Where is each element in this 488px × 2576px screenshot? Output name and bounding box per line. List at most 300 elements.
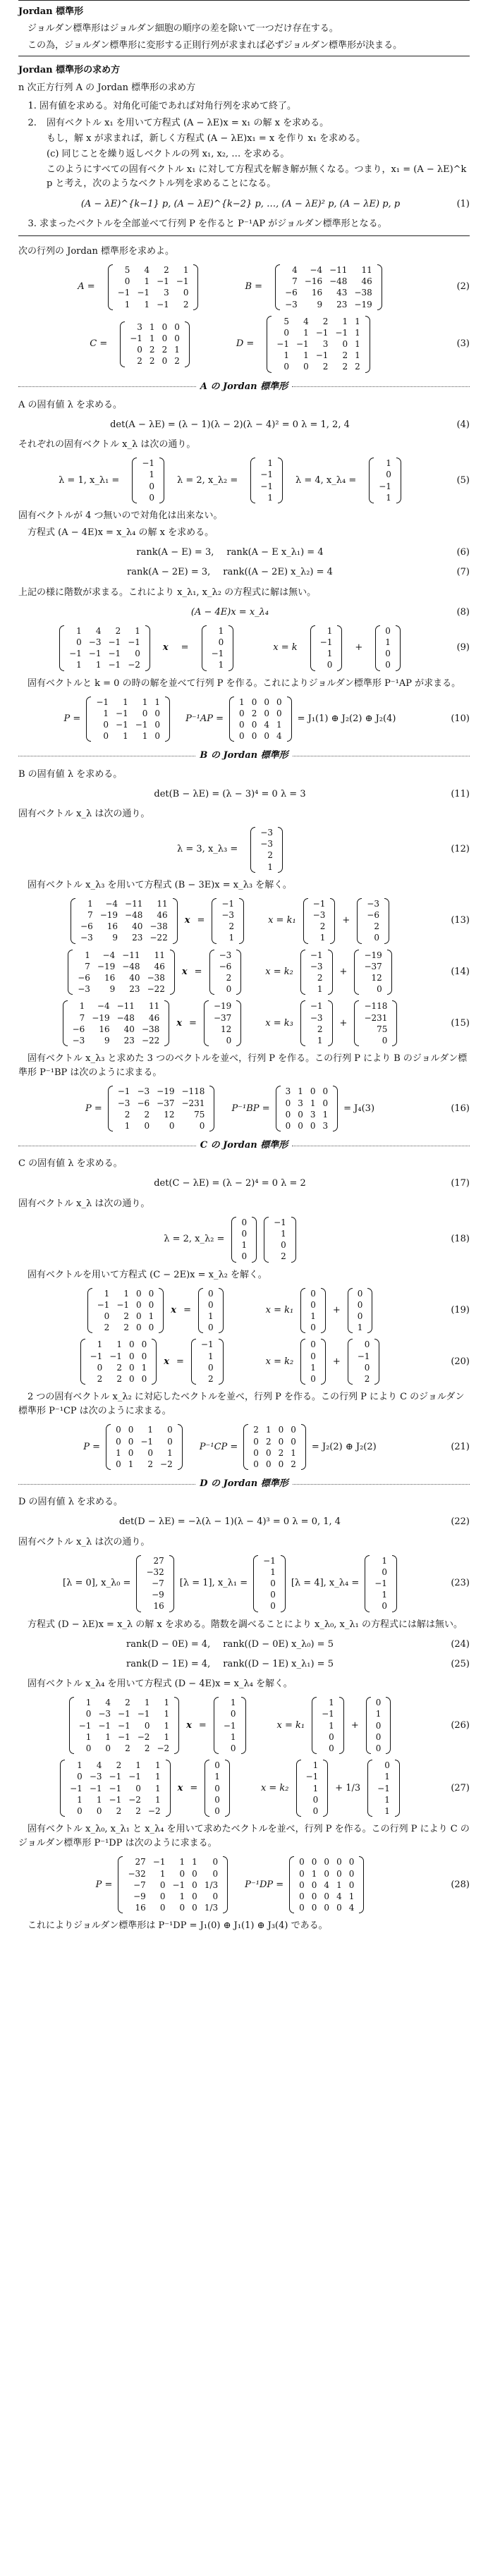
- matrix-cell: 0: [382, 1601, 387, 1612]
- matrix-cell: 0: [136, 1288, 142, 1299]
- matrix-cell: 4: [96, 1760, 102, 1771]
- matrix-cell: 0: [278, 1436, 284, 1447]
- vec-x1: [132, 458, 164, 503]
- matrix-cell: −3: [219, 950, 232, 960]
- matrix-cell: 2: [116, 1362, 122, 1373]
- matrix-cell: 1: [104, 1288, 110, 1299]
- eq-num-11: (11): [451, 788, 470, 799]
- matrix-cell: 0: [77, 1772, 83, 1782]
- matrix-cell: 1: [214, 1772, 220, 1782]
- secD-det: det(D − λE) = −λ(λ − 1)(λ − 4)³ = 0 λ = 0, 1, 4: [118, 1516, 341, 1528]
- secA-heading: A の Jordan 標準形: [18, 380, 470, 394]
- matrix-cell: 1: [270, 1566, 276, 1577]
- sol20-k: x = k₂: [265, 1356, 294, 1367]
- matrix-cell: 2: [342, 350, 348, 361]
- matrix-cell: −3: [80, 933, 93, 943]
- rhs-13: [212, 898, 244, 944]
- matrix-cell: 1: [384, 1805, 390, 1816]
- eq-num-5: (5): [456, 474, 470, 486]
- secB-l3: λ = 3, x_λ₃ =: [177, 844, 238, 855]
- matrix-C: [120, 321, 190, 367]
- matrix-cell: −19: [97, 961, 116, 971]
- matrix-cell: 0: [77, 1805, 83, 1816]
- matrix-cell: 2: [317, 973, 323, 983]
- matrix-cell: −2: [128, 660, 140, 670]
- matrix-cell: 1: [105, 1731, 111, 1742]
- secD-p1: D の固有値 λ を求める。: [18, 1497, 123, 1508]
- matrix-cell: 9: [317, 299, 323, 309]
- matrix-cell: 0: [135, 649, 140, 659]
- matrix-cell: 1: [167, 1447, 173, 1458]
- sol13-k: x = k₁: [268, 915, 296, 926]
- rhs-26: [214, 1697, 246, 1754]
- secD-r1a: rank(D − 0E) = 4,: [126, 1638, 211, 1650]
- matrix-cell: 2: [124, 1109, 130, 1120]
- matrix-cell: 1: [386, 458, 391, 469]
- matrix-B: [275, 264, 382, 310]
- matrix-cell: −1: [357, 1351, 370, 1361]
- matrix-cell: 46: [154, 961, 165, 971]
- matrix-cell: −22: [141, 1035, 160, 1045]
- matrix-cell: 16: [135, 1903, 146, 1913]
- matrix-cell: 0: [230, 1743, 236, 1753]
- secD-p3: 方程式 (D − λE)x = x_λ の解 x を求める。階数を調べることにより x_λ₀, x_λ₁ の方程式には解は無い。: [28, 1619, 463, 1630]
- eq-9: 1 4 2 1 0 −3 −1 −1 −1 −1 −1 0 1 1 −1 −2 x = 1 0 −1 1 x = k 1 −1 1 0 + 0 1 0 0 (9): [18, 625, 470, 671]
- matrix-cell: 0: [116, 1436, 121, 1447]
- matrix-cell: −19: [92, 1012, 110, 1023]
- matrix-cell: 1: [310, 1098, 316, 1108]
- matrix-cell: −1: [90, 1351, 103, 1361]
- matrix-cell: 1: [329, 1720, 334, 1731]
- matrix-cell: 1: [142, 697, 148, 707]
- matrix-cell: 2: [317, 1024, 323, 1034]
- matrix-cell: −38: [147, 973, 165, 983]
- vec-x2: [250, 458, 283, 503]
- matrix-cell: 1/3: [204, 1903, 219, 1913]
- vec-d-1: [253, 1555, 286, 1612]
- secA-det: det(A − λE) = (λ − 1)(λ − 2)(λ − 4)² = 0 λ = 1, 2, 4: [110, 419, 350, 430]
- matrix-C-2E-20: [80, 1339, 157, 1385]
- eq-num-15: (15): [451, 1017, 470, 1029]
- matrix-cell: 27: [153, 1555, 164, 1566]
- matrix-cell: 1: [116, 1339, 122, 1350]
- matrix-A: [108, 264, 199, 310]
- matrix-cell: 2: [322, 316, 329, 326]
- matrix-cell: 1: [154, 697, 161, 707]
- matrix-cell: 3: [137, 321, 142, 332]
- eq-20: 1 1 0 0 −1 −1 0 0 0 2 0 1 2 2 0 0 x = −1 1 0 2 x = k₂ 0 0 1 0 + 0 −1 0 2 (20): [18, 1339, 470, 1385]
- matrix-cell: 0: [265, 1447, 272, 1458]
- matrix-cell: 11: [361, 264, 372, 275]
- eq-27: 1 4 2 1 1 0 −3 −1 −1 1 −1 −1 −1 0 1 1 1 −1 −2 1 0 0 2 2 −2 x = 0 1 0 0 0 x = k₂ 1 −1 1 0 0 + 1/3 0 1 −1 1 1 (27): [18, 1760, 470, 1817]
- matrix-J-A: [229, 697, 292, 742]
- matrix-cell: 0: [311, 1903, 317, 1913]
- eq-24: [18, 1638, 470, 1652]
- eq-11: [18, 787, 470, 802]
- matrix-cell: −11: [122, 950, 140, 960]
- top-rule: [18, 0, 470, 1]
- step-2: [39, 116, 470, 211]
- matrix-cell: 0: [207, 1323, 214, 1333]
- matrix-cell: −38: [354, 288, 372, 298]
- sol20-a: [300, 1339, 326, 1385]
- eq-num-21: (21): [451, 1441, 470, 1452]
- matrix-cell: 1: [310, 1362, 316, 1373]
- eq-num-14: (14): [451, 966, 470, 977]
- matrix-cell: −1: [97, 1299, 110, 1310]
- secD-l1: [λ = 1], x_λ₁ =: [179, 1578, 248, 1589]
- matrix-cell: 0: [147, 1447, 154, 1458]
- matrix-cell: 0: [137, 345, 142, 355]
- matrix-cell: −1: [116, 720, 128, 730]
- matrix-cell: 0: [154, 731, 161, 742]
- matrix-cell: 0: [241, 1251, 248, 1262]
- matrix-cell: 16: [106, 921, 118, 932]
- matrix-cell: 2: [251, 708, 257, 718]
- matrix-cell: 1: [303, 327, 309, 338]
- matrix-cell: 0: [253, 1447, 259, 1458]
- matrix-cell: −1: [305, 1772, 319, 1782]
- matrix-cell: 0: [179, 1903, 185, 1913]
- matrix-cell: 1: [385, 637, 391, 647]
- matrix-cell: 0: [324, 1868, 330, 1879]
- matrix-cell: 2: [278, 1447, 284, 1458]
- matrix-cell: 1: [141, 1362, 147, 1373]
- matrix-cell: 1: [218, 660, 224, 670]
- matrix-cell: 0: [218, 637, 224, 647]
- matrix-cell: 0: [212, 1857, 219, 1867]
- matrix-cell: 1: [310, 1311, 316, 1322]
- matrix-cell: −1: [89, 1783, 102, 1793]
- matrix-cell: 11: [154, 950, 165, 960]
- matrix-cell: −3: [117, 1098, 130, 1108]
- matrix-cell: 0: [375, 1731, 382, 1742]
- matrix-cell: 46: [157, 910, 168, 921]
- matrix-cell: 1: [144, 299, 150, 309]
- matrix-cell: 1: [147, 1425, 154, 1435]
- matrix-cell: −6: [72, 1024, 85, 1034]
- matrix-cell: 0: [310, 1086, 316, 1097]
- matrix-cell: −1: [137, 288, 150, 298]
- matrix-cell: 1: [124, 299, 130, 309]
- matrix-cell: 0: [230, 1709, 236, 1719]
- matrix-cell: 1: [164, 1698, 170, 1708]
- matrix-cell: 0: [291, 1425, 296, 1435]
- matrix-cell: 23: [132, 933, 143, 943]
- matrix-cell: 1: [149, 321, 155, 332]
- matrix-cell: 0: [149, 481, 155, 491]
- matrix-cell: 0: [357, 1299, 363, 1310]
- matrix-cell: −1: [78, 1720, 92, 1731]
- rhs-15: [204, 1000, 241, 1046]
- matrix-cell: 0: [310, 1323, 316, 1333]
- matrix-cell: 0: [357, 1311, 363, 1322]
- matrix-cell: 1: [319, 933, 326, 943]
- matrix-cell: 1: [87, 898, 93, 909]
- matrix-cell: −1: [315, 350, 329, 361]
- sol27-a: [296, 1760, 329, 1817]
- matrix-cell: 2: [116, 1760, 122, 1771]
- eq-4: [18, 418, 470, 432]
- secB-J-text: = J₄(3): [343, 1103, 375, 1114]
- eq-14: 1 −4 −11 11 7 −19 −48 46 −6 16 40 −38 −3 9 23 −22 x = −3 −6 2 0 x = k₂ −1 −3 2 1 + −19 −37 12 0 (14): [18, 950, 470, 995]
- matrix-cell: −19: [364, 950, 382, 960]
- eq-12: [18, 827, 470, 873]
- matrix-cell: 1: [218, 625, 224, 636]
- matrix-cell: −6: [78, 973, 90, 983]
- eq-15: 1 −4 −11 11 7 −19 −48 46 −6 16 40 −38 −3 9 23 −22 x = −19 −37 12 0 x = k₃ −1 −3 2 1 + −118 −231 75 0 (15): [18, 1000, 470, 1046]
- intro-p1: ジョルダン標準形はジョルダン細胞の順序の差を除いて一つだけ存在する。: [28, 23, 338, 35]
- eq-13: 1 −4 −11 11 7 −19 −48 46 −6 16 40 −38 −3 9 23 −22 x = −1 −3 2 1 x = k₁ −1 −3 2 1 + −3 −6 2 0 (13): [18, 898, 470, 944]
- matrix-cell: 46: [148, 1012, 160, 1023]
- matrix-P-B: [108, 1086, 215, 1131]
- matrix-cell: −3: [310, 1012, 323, 1023]
- matrix-cell: −1: [260, 481, 273, 491]
- vec-c-a: [231, 1217, 257, 1263]
- matrix-cell: 23: [123, 1035, 135, 1045]
- secA-J-text: = J₁(1) ⊕ J₂(2) ⊕ J₂(4): [297, 713, 396, 724]
- eq-17: [18, 1177, 470, 1191]
- matrix-cell: 0: [285, 1121, 291, 1131]
- eq-19: 1 1 0 0 −1 −1 0 0 0 2 0 1 2 2 0 0 x = 0 0 1 0 x = k₁ 0 0 1 0 + 0 0 0 1 (19): [18, 1288, 470, 1334]
- matrix-cell: −3: [310, 961, 323, 971]
- matrix-cell: 16: [311, 288, 323, 298]
- matrix-cell: −1: [128, 1772, 141, 1782]
- step-2a: 2. 固有ベクトル x₁ を用いて方程式 (A − λE)x = x₁ の解 x を求める。: [47, 117, 329, 128]
- eq-num-22: (22): [451, 1516, 470, 1528]
- secD-heading: D の Jordan 標準形: [18, 1477, 470, 1491]
- matrix-cell: 1: [336, 1879, 342, 1890]
- step-1: 1. 固有値を求める。対角化可能であれば対角行列を求めて終了。: [39, 99, 470, 114]
- matrix-cell: 1: [298, 1086, 303, 1097]
- matrix-cell: 2: [123, 1311, 130, 1322]
- secD-l4: [λ = 4], x_λ₄ =: [291, 1578, 360, 1589]
- eq-num-28: (28): [451, 1879, 470, 1890]
- matrix-cell: −3: [221, 910, 235, 921]
- matrix-cell: −3: [285, 299, 298, 309]
- matrix-cell: 0: [142, 708, 148, 718]
- matrix-cell: 0: [76, 637, 82, 647]
- matrix-J-D: [289, 1856, 364, 1913]
- secB-PBP-label: P⁻¹BP =: [231, 1103, 270, 1114]
- matrix-D-4E-26: [69, 1697, 180, 1754]
- matrix-cell: −3: [137, 1086, 150, 1097]
- matrix-cell: 0: [283, 327, 289, 338]
- matrix-cell: −2: [137, 1731, 150, 1742]
- B-label: B =: [245, 281, 263, 293]
- secA-p1: A の固有値 λ を求める。: [18, 399, 123, 410]
- matrix-cell: 2: [322, 362, 329, 372]
- matrix-cell: 0: [192, 1879, 197, 1890]
- matrix-cell: 1: [317, 1035, 323, 1045]
- matrix-cell: 0: [214, 1760, 220, 1771]
- matrix-cell: 0: [183, 288, 189, 298]
- matrix-cell: 1: [76, 660, 82, 670]
- matrix-cell: 75: [194, 1109, 205, 1120]
- matrix-cell: −1: [152, 1857, 166, 1867]
- matrix-cell: −6: [219, 961, 232, 971]
- matrix-cell: 0: [192, 1903, 197, 1913]
- matrix-cell: 2: [125, 1743, 130, 1753]
- matrix-cell: −1: [69, 649, 82, 659]
- matrix-cell: 1: [342, 316, 348, 326]
- secD-p2: 固有ベクトル x_λ は次の通り。: [18, 1536, 150, 1547]
- matrix-cell: −2: [128, 1794, 141, 1805]
- method-subtitle: n 次正方行列 A の Jordan 標準形の求め方: [18, 82, 196, 93]
- matrix-cell: 5: [283, 316, 289, 326]
- matrix-cell: 4: [324, 1879, 330, 1890]
- matrix-cell: −118: [364, 1001, 388, 1012]
- matrix-cell: 27: [135, 1857, 146, 1867]
- matrix-cell: 2: [364, 1373, 370, 1384]
- secC-l2: λ = 2, x_λ₂ =: [164, 1234, 225, 1245]
- matrix-B-3E-13: [71, 898, 178, 944]
- matrix-cell: −1: [128, 637, 140, 647]
- matrix-cell: 0: [336, 1857, 342, 1867]
- matrix-cell: 1: [384, 1794, 390, 1805]
- matrix-cell: 0: [276, 697, 282, 707]
- matrix-cell: 2: [164, 264, 169, 275]
- matrix-A-4E: [59, 625, 150, 671]
- matrix-cell: 2: [253, 1425, 259, 1435]
- matrix-cell: 0: [116, 1425, 121, 1435]
- matrix-cell: 0: [375, 1743, 382, 1753]
- matrix-cell: 0: [299, 1879, 305, 1890]
- matrix-cell: 0: [154, 708, 161, 718]
- matrix-cell: −2: [160, 1459, 173, 1469]
- matrix-cell: 0: [310, 1299, 316, 1310]
- matrix-cell: 0: [161, 333, 168, 343]
- matrix-cell: 0: [374, 933, 379, 943]
- matrix-P-C: [106, 1424, 183, 1470]
- matrix-cell: 1: [179, 1857, 185, 1867]
- matrix-cell: −1: [200, 1339, 214, 1350]
- secD-PDP-label: P⁻¹DP =: [245, 1879, 284, 1890]
- matrix-cell: 1: [103, 708, 109, 718]
- example-intro: 次の行列の Jordan 標準形を求めよ。: [18, 245, 174, 257]
- matrix-cell: 1: [239, 697, 245, 707]
- matrix-cell: −7: [133, 1879, 146, 1890]
- matrix-cell: 4: [348, 1903, 355, 1913]
- matrix-cell: 0: [375, 1698, 382, 1708]
- secA-PAP-label: P⁻¹AP =: [185, 713, 224, 724]
- matrix-cell: 1: [207, 1351, 214, 1361]
- matrix-cell: 12: [371, 973, 382, 983]
- matrix-cell: −6: [80, 921, 93, 932]
- matrix-cell: 1: [183, 264, 189, 275]
- matrix-cell: 2: [144, 1109, 150, 1120]
- matrix-cell: 12: [220, 1024, 232, 1034]
- matrix-cell: 1: [123, 1288, 130, 1299]
- matrix-cell: −1: [315, 327, 329, 338]
- matrix-cell: 1: [149, 333, 155, 343]
- matrix-cell: −1: [322, 1709, 334, 1719]
- matrix-cell: 0: [285, 1098, 291, 1108]
- eq-num-16: (16): [451, 1103, 470, 1114]
- vec-d-0: [136, 1555, 173, 1612]
- eq-num-19: (19): [451, 1304, 470, 1315]
- matrix-cell: 0: [311, 1857, 317, 1867]
- matrix-cell: 0: [310, 1373, 316, 1384]
- matrix-cell: −32: [128, 1868, 146, 1879]
- C-label: C =: [90, 338, 108, 350]
- matrix-cell: −1: [135, 720, 148, 730]
- secD-p5: 固有ベクトル x_λ₀, x_λ₁ と x_λ₄ を用いて求めたベクトルを並べ，行列 P を作る。この行列 P により C のジョルダン標準形 P⁻¹DP は次のように求まる。: [18, 1824, 470, 1849]
- matrix-cell: −1: [335, 327, 348, 338]
- secD-p4: 固有ベクトル x_λ₄ を用いて方程式 (D − 4E)x = x_λ₄ を解く。: [28, 1679, 293, 1690]
- matrix-cell: 0: [148, 1299, 154, 1310]
- matrix-cell: 1: [228, 933, 235, 943]
- matrix-cell: 1: [148, 1311, 154, 1322]
- matrix-cell: −2: [147, 1805, 161, 1816]
- matrix-cell: 1: [267, 861, 273, 872]
- matrix-cell: 11: [148, 1001, 160, 1012]
- matrix-cell: 1: [267, 458, 273, 469]
- secA-p4: 方程式 (A − 4E)x = x_λ₄ の解 x を求める。: [28, 527, 214, 539]
- sol15-k: x = k₃: [265, 1017, 293, 1029]
- matrix-cell: −1: [142, 458, 155, 469]
- matrix-cell: 0: [278, 1425, 284, 1435]
- matrix-cell: 0: [311, 1879, 317, 1890]
- matrix-cell: −38: [141, 1024, 160, 1034]
- matrix-cell: 0: [214, 1783, 220, 1793]
- eq-num-10: (10): [451, 713, 470, 724]
- sol15-kernel: [300, 1000, 333, 1046]
- matrix-cell: 0: [348, 1879, 355, 1890]
- matrix-cell: −4: [310, 264, 323, 275]
- matrix-cell: 0: [128, 1339, 135, 1350]
- matrix-cell: 40: [123, 1024, 135, 1034]
- matrix-cell: 7: [292, 276, 298, 287]
- matrix-cell: 0: [312, 1794, 319, 1805]
- matrix-cell: −1: [157, 276, 169, 287]
- step-2b: もし，解 x が求まれば，新しく方程式 (A − λE)x₁ = x を作り x₁ を求める。: [47, 133, 366, 144]
- matrix-cell: −2: [157, 1743, 170, 1753]
- matrix-cell: 0: [167, 1436, 173, 1447]
- matrix-cell: 3: [322, 339, 329, 350]
- matrix-cell: 0: [336, 1903, 342, 1913]
- matrix-cell: 9: [104, 1035, 110, 1045]
- matrix-cell: 0: [116, 1459, 121, 1469]
- matrix-cell: 3: [322, 1121, 329, 1131]
- chain-text: (A − λE)^{k−1} p, (A − λE)^{k−2} p, …, (A − λE)² p, (A − λE) p, p: [80, 198, 401, 209]
- eq-26: 1 4 2 1 1 0 −3 −1 −1 1 −1 −1 −1 0 1 1 1 −1 −2 1 0 0 2 2 −2 x = 1 0 −1 1 0 x = k₁ 1 −1 1 0 0 + 0 1 0 0 0 (26): [18, 1697, 470, 1754]
- matrix-cell: 0: [212, 1891, 219, 1901]
- matrix-cell: 16: [99, 1024, 110, 1034]
- matrix-D-4E-27: [60, 1760, 171, 1817]
- matrix-cell: 1: [327, 649, 333, 659]
- matrix-cell: −19: [213, 1001, 232, 1012]
- matrix-cell: 0: [241, 1228, 248, 1239]
- matrix-cell: 0: [382, 1566, 387, 1577]
- matrix-cell: −3: [312, 910, 326, 921]
- matrix-cell: 0: [264, 731, 269, 742]
- vec-x3: [250, 827, 283, 873]
- matrix-cell: −48: [122, 961, 140, 971]
- matrix-cell: 0: [310, 1288, 316, 1299]
- eq-num-27: (27): [451, 1782, 470, 1793]
- matrix-cell: 0: [226, 1035, 232, 1045]
- eq-5: [18, 458, 470, 503]
- matrix-cell: −38: [150, 921, 168, 932]
- matrix-cell: 0: [141, 1373, 147, 1384]
- secC-P-label: P =: [83, 1441, 101, 1452]
- matrix-cell: 4: [303, 316, 309, 326]
- matrix-cell: 1: [76, 625, 82, 636]
- matrix-cell: 0: [299, 1868, 305, 1879]
- matrix-J-B: [276, 1086, 338, 1131]
- matrix-cell: 0: [278, 1459, 284, 1469]
